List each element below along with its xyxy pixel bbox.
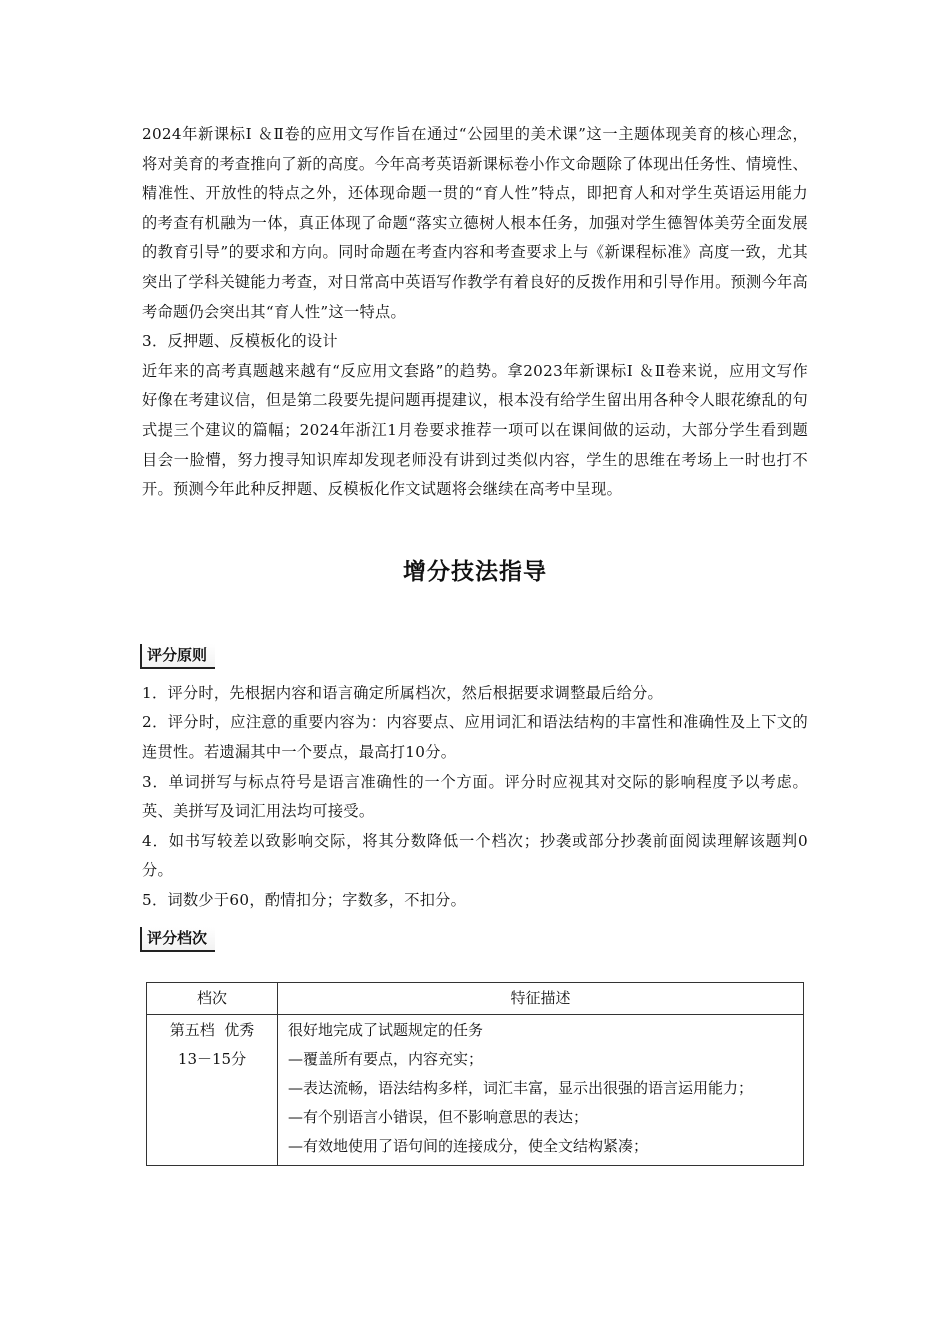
description-line: —表达流畅，语法结构多样，词汇丰富，显示出很强的语言运用能力；: [288, 1079, 754, 1097]
description-line: —覆盖所有要点，内容充实；: [288, 1050, 484, 1068]
intro-paragraph: 近年来的高考真题越来越有“反应用文套路”的趋势。拿2023年新课标Ⅰ ＆Ⅱ卷来说，应用文写作好像在考建议信，但是第二段要先提问题再提建议，根本没有给学生留出用各种令人眼花缭乱的句式提三个建议的篇幅；2024年浙江1月卷要求推荐一项可以在课间做的运动，大部分学生看到题目会一脸懵，努力搜寻知识库却发现老师没有讲到过类似内容，学生的思维在考场上一时也打不开。预测今年此种反押题、反模板化作文试题将会继续在高考中呈现。: [142, 361, 808, 499]
content-area: [142, 120, 808, 962]
table-header-description: 特征描述: [278, 983, 804, 1015]
table-header-level: 档次: [147, 983, 278, 1015]
principle-item: 2．评分时，应注意的重要内容为：内容要点、应用词汇和语法结构的丰富性和准确性及上下文的连贯性。若遗漏其中一个要点，最高打10分。: [142, 713, 808, 761]
table-header-row: [147, 983, 804, 1015]
grade-level-name: 第五档 优秀: [169, 1021, 255, 1039]
description-line: —有效地使用了语句间的连接成分，使全文结构紧凑；: [288, 1137, 649, 1155]
principle-item: 1．评分时，先根据内容和语言确定所属档次，然后根据要求调整最后给分。: [142, 683, 664, 702]
grade-score-range: 13－15分: [177, 1050, 247, 1068]
grade-level-cell: [147, 1015, 278, 1166]
description-line: —有个别语言小错误，但不影响意思的表达；: [288, 1108, 589, 1126]
description-line: 很好地完成了试题规定的任务: [288, 1021, 484, 1039]
intro-paragraph: 2024年新课标Ⅰ ＆Ⅱ卷的应用文写作旨在通过“公园里的美术课”这一主题体现美育的核心理念，将对美育的考查推向了新的高度。今年高考英语新课标卷小作文命题除了体现出任务性、情境性、精准性、开放性的特点之外，还体现命题一贯的“育人性”特点，即把育人和对学生英语运用能力的考查有机融为一体，真正体现了命题“落实立德树人根本任务，加强对学生德智体美劳全面发展的教育引导”的要求和方向。同时命题在考查内容和考查要求上与《新课程标准》高度一致，尤其突出了学科关键能力考查，对日常高中英语写作教学有着良好的反拨作用和引导作用。预测今年高考命题仍会突出其“育人性”这一特点。: [142, 125, 808, 321]
principle-item: 3．单词拼写与标点符号是语言准确性的一个方面。评分时应视其对交际的影响程度予以考虑。英、美拼写及词汇用法均可接受。: [142, 772, 808, 821]
subheading-anti-template: 3．反押题、反模板化的设计: [142, 332, 338, 351]
grade-description-cell: [278, 1015, 804, 1166]
principles-list: [142, 679, 808, 916]
section-label-grades: 评分档次: [140, 927, 215, 952]
main-heading: 增分技法指导: [403, 558, 547, 585]
section-label-principles: 评分原则: [140, 644, 215, 669]
principle-item: 4．如书写较差以致影响交际，将其分数降低一个档次；抄袭或部分抄袭前面阅读理解该题判0分。: [142, 831, 808, 880]
grade-table: [146, 982, 804, 1166]
principle-item: 5．词数少于60，酌情扣分；字数多，不扣分。: [142, 890, 467, 909]
table-row: [147, 1015, 804, 1166]
